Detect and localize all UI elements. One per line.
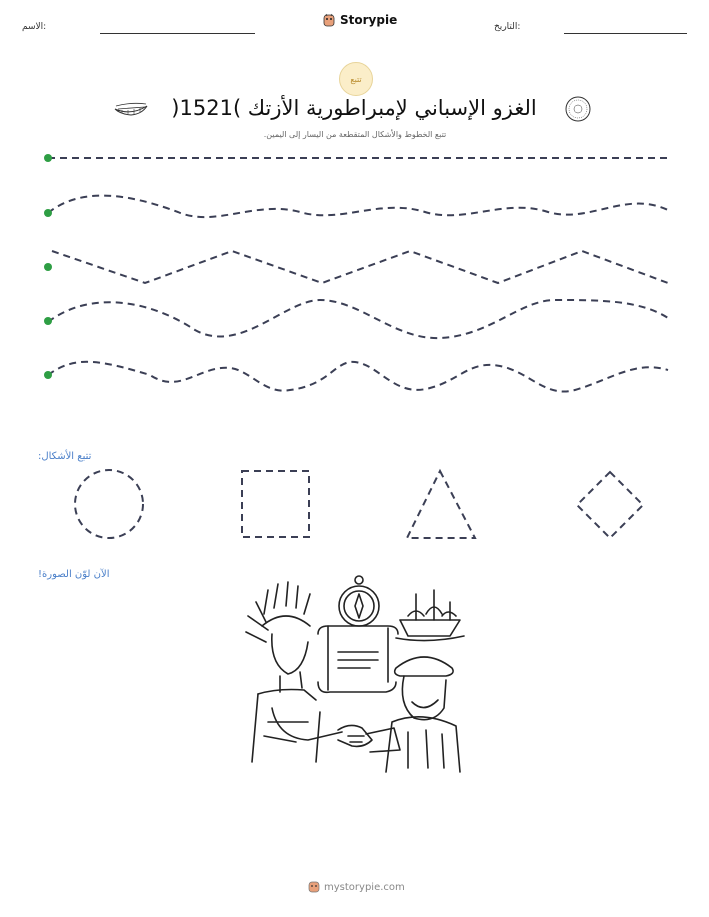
trace-line-zigzag: [52, 251, 668, 283]
trace-lines-area: [0, 0, 709, 400]
shape-circle: [75, 470, 143, 538]
footer: [308, 880, 405, 894]
page-title: الغزو الإسباني لإمبراطورية الأزتك )1521(: [171, 96, 537, 120]
trace-shapes-area: [0, 460, 709, 550]
handshake-drawing: [338, 725, 372, 746]
coloring-section-label: الآن لوّن الصورة!: [38, 569, 110, 580]
start-dot-1: [44, 154, 52, 162]
trace-line-wave-1: [48, 196, 668, 217]
scroll-drawing: [318, 626, 398, 692]
footer-mascot-icon: [308, 880, 320, 894]
ship-drawing: [396, 590, 464, 641]
shape-diamond: [577, 472, 643, 538]
conquistador-drawing: [366, 657, 460, 772]
name-label: الاسم:: [22, 22, 47, 32]
page-subtitle: تتبع الخطوط والأشكال المتقطعة من اليسار إلى اليمين.: [263, 130, 447, 139]
start-dot-4: [44, 317, 52, 325]
start-dot-2: [44, 209, 52, 217]
shape-triangle: [407, 471, 475, 538]
start-dot-3: [44, 263, 52, 271]
date-label: التاريخ:: [494, 22, 521, 32]
coloring-illustration: [238, 572, 470, 778]
shapes-section-label: تتبع الأشكال:: [38, 451, 92, 462]
start-dot-5: [44, 371, 52, 379]
trace-line-wave-2: [48, 300, 668, 338]
compass-drawing: [339, 576, 379, 626]
footer-site[interactable]: mystorypie.com: [324, 881, 405, 893]
trace-line-wave-3: [48, 362, 668, 392]
activity-badge-label: تتبع: [350, 74, 362, 84]
brand-name: Storypie: [340, 13, 398, 27]
shape-square: [242, 471, 309, 537]
